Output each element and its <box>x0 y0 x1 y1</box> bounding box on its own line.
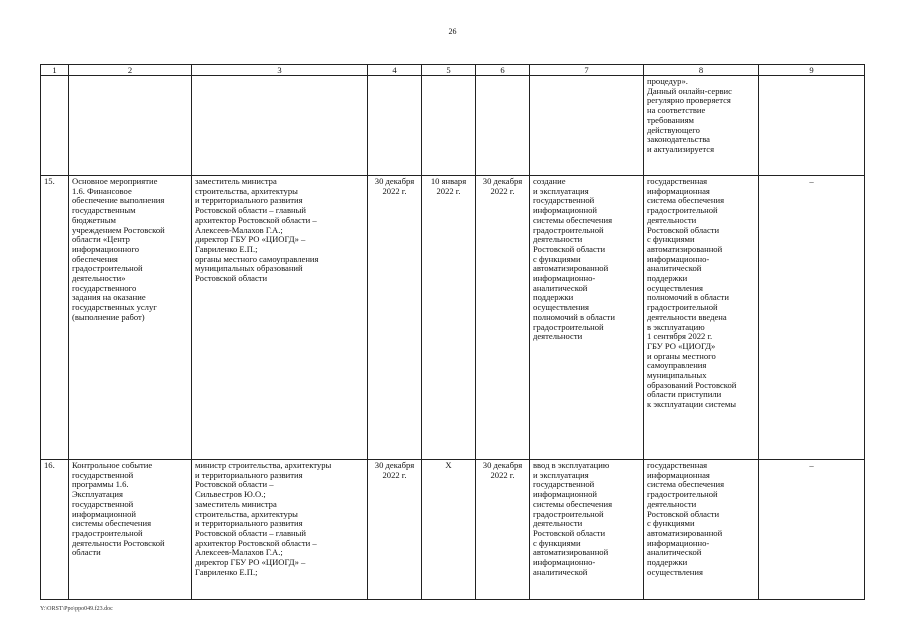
responsible-cell <box>192 76 368 176</box>
header-cell: 5 <box>422 65 476 76</box>
activity-name-cell: Основное мероприятие 1.6. Финансовое обеспечение выполнения государственным бюджетным учреждением Ростовской области «Центр информационного обеспечения градостроительной деятельности» государственного задания на оказание государственных услуг (выполнение работ) <box>69 176 192 460</box>
responsible-cell: министр строительства, архитектуры и территориального развития Ростовской области – Сильвестров Ю.О.; заместитель министра строительства, архитектуры и территориального развития Ростовской области – главный архитектор Ростовской области – Алексеев-Малахов Г.А.; директор ГБУ РО «ЦИОГД» – Гавриленко Е.П.; <box>192 460 368 600</box>
planned-date-cell <box>368 76 422 176</box>
header-cell: 4 <box>368 65 422 76</box>
header-cell: 1 <box>41 65 69 76</box>
header-cell: 6 <box>476 65 530 76</box>
reason-cell <box>759 76 865 176</box>
reason-cell: – <box>759 176 865 460</box>
header-cell: 8 <box>644 65 759 76</box>
activity-name-cell <box>69 76 192 176</box>
activity-name-cell: Контрольное событие государственной программы 1.6. Эксплуатация государственной информационной системы обеспечения градостроительной деятельности Ростовской области <box>69 460 192 600</box>
planned-date-cell: 30 декабря 2022 г. <box>368 460 422 600</box>
file-path-footer: Y:\ORST\Ppo\ppo049.f23.doc <box>40 606 113 612</box>
row-number-cell <box>41 76 69 176</box>
table-row <box>41 460 865 600</box>
start-date-cell <box>422 76 476 176</box>
responsible-cell: заместитель министра строительства, архитектуры и территориального развития Ростовской области – главный архитектор Ростовской области – Алексеев-Малахов Г.А.; директор ГБУ РО «ЦИОГД» – Гавриленко Е.П.; органы местного самоуправления муниципальных образований Ростовской области <box>192 176 368 460</box>
end-date-cell: 30 декабря 2022 г. <box>476 460 530 600</box>
actual-result-cell: государственная информационная система обеспечения градостроительной деятельности Ростовской области с функциями автоматизированной информационно- аналитической поддержки осуществления полномочий в области градостроительной деятельности введена в эксплуатацию 1 сентября 2022 г. ГБУ РО «ЦИОГД» и органы местного самоуправления муниципальных образований Ростовской области приступили к эксплуатации системы <box>644 176 759 460</box>
header-cell: 3 <box>192 65 368 76</box>
row-number-cell: 16. <box>41 460 69 600</box>
end-date-cell <box>476 76 530 176</box>
header-cell: 2 <box>69 65 192 76</box>
planned-result-cell: ввод в эксплуатацию и эксплуатация государственной информационной системы обеспечения градостроительной деятельности Ростовской области с функциями автоматизированной информационно- аналитической <box>530 460 644 600</box>
table-row-continuation <box>41 76 865 176</box>
start-date-cell: 10 января 2022 г. <box>422 176 476 460</box>
start-date-cell: Х <box>422 460 476 600</box>
end-date-cell: 30 декабря 2022 г. <box>476 176 530 460</box>
reason-cell: – <box>759 460 865 600</box>
actual-result-cell: государственная информационная система обеспечения градостроительной деятельности Ростовской области с функциями автоматизированной информационно- аналитической поддержки осуществления <box>644 460 759 600</box>
planned-result-cell: создание и эксплуатация государственной информационной системы обеспечения градостроительной деятельности Ростовской области с функциями автоматизированной информационно- аналитической поддержки осуществления полномочий в области градостроительной деятельности <box>530 176 644 460</box>
table-row <box>41 176 865 460</box>
report-table <box>40 64 865 600</box>
planned-result-cell <box>530 76 644 176</box>
actual-result-cell: процедур». Данный онлайн-сервис регулярно проверяется на соответствие требованиям действующего законодательства и актуализируется <box>644 76 759 176</box>
table-header-row <box>41 65 865 76</box>
row-number-cell: 15. <box>41 176 69 460</box>
page-number: 26 <box>448 27 457 36</box>
planned-date-cell: 30 декабря 2022 г. <box>368 176 422 460</box>
header-cell: 9 <box>759 65 865 76</box>
header-cell: 7 <box>530 65 644 76</box>
